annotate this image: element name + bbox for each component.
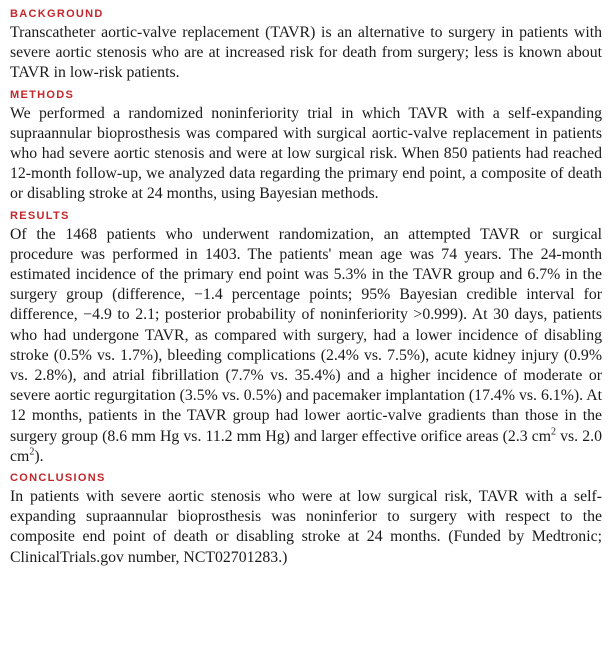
section-background	[10, 7, 602, 84]
area-separator: vs.	[556, 427, 583, 445]
section-results	[10, 209, 602, 467]
section-methods	[10, 88, 602, 205]
results-text: Of the 1468 patients who underwent randomization, an attempted TAVR or surgical procedure was performed in 1403. The patients' mean age was 74 years. The 24-month estimated incidence of the primary end point was 5.3% in the TAVR group and 6.7% in the surgery group (difference, −1.4 percentage points; 95% Bayesian credible interval for difference, −4.9 to 2.1; posterior probability of noninferiority >0.999). At 30 days, patients who had undergone TAVR, as compared with surgery, had a lower incidence of disabling stroke (0.5% vs. 1.7%), bleeding complications (2.4% vs. 7.5%), acute kidney injury (0.9% vs. 2.8%), and atrial fibrillation (7.7% vs. 35.4%) and a higher incidence of moderate or severe aortic regurgitation (3.5% vs. 0.5%) and pacemaker implantation (17.4% vs. 6.1%). At 12 months, patients in the TAVR group had lower aortic-valve gradients than those in the surgery group (8.6 mm Hg vs. 11.2 mm Hg) and larger effective orifice areas (	[10, 225, 602, 445]
section-body	[10, 225, 602, 467]
section-heading: CONCLUSIONS	[10, 472, 106, 485]
results-text-end: ).	[34, 447, 44, 465]
section-heading: BACKGROUND	[10, 8, 104, 20]
section-conclusions	[10, 471, 602, 568]
section-body: We performed a randomized noninferiority trial in which TAVR with a self-expanding supraannular bioprosthesis was compared with surgical aortic-valve replacement in patients who had severe aortic stenosis and were at low surgical risk. When 850 patients had reached 12-month follow-up, we analyzed data regarding the primary end point, a composite of death or disabling stroke at 24 months, using Bayesian methods.	[10, 104, 602, 203]
area-surgery: 2.0 cm	[10, 427, 602, 465]
section-heading: RESULTS	[10, 209, 70, 222]
abstract	[10, 7, 602, 572]
superscript-exponent: 2	[29, 446, 35, 458]
section-body: Transcatheter aortic-valve replacement (TAVR) is an alternative to surgery in patients with severe aortic stenosis who are at increased risk for death from surgery; less is known about TAVR in low-risk patients.	[10, 24, 602, 82]
superscript-exponent: 2	[551, 426, 557, 438]
section-heading: METHODS	[10, 88, 75, 101]
section-body: In patients with severe aortic stenosis who were at low surgical risk, TAVR with a self-expanding supraannular bioprosthesis was noninferior to surgery with respect to the composite end point of death or disabling stroke at 24 months. (Funded by Medtronic; ClinicalTrials.gov number, NCT02701283.)	[10, 488, 602, 566]
area-tavr: 2.3 cm	[507, 427, 552, 445]
